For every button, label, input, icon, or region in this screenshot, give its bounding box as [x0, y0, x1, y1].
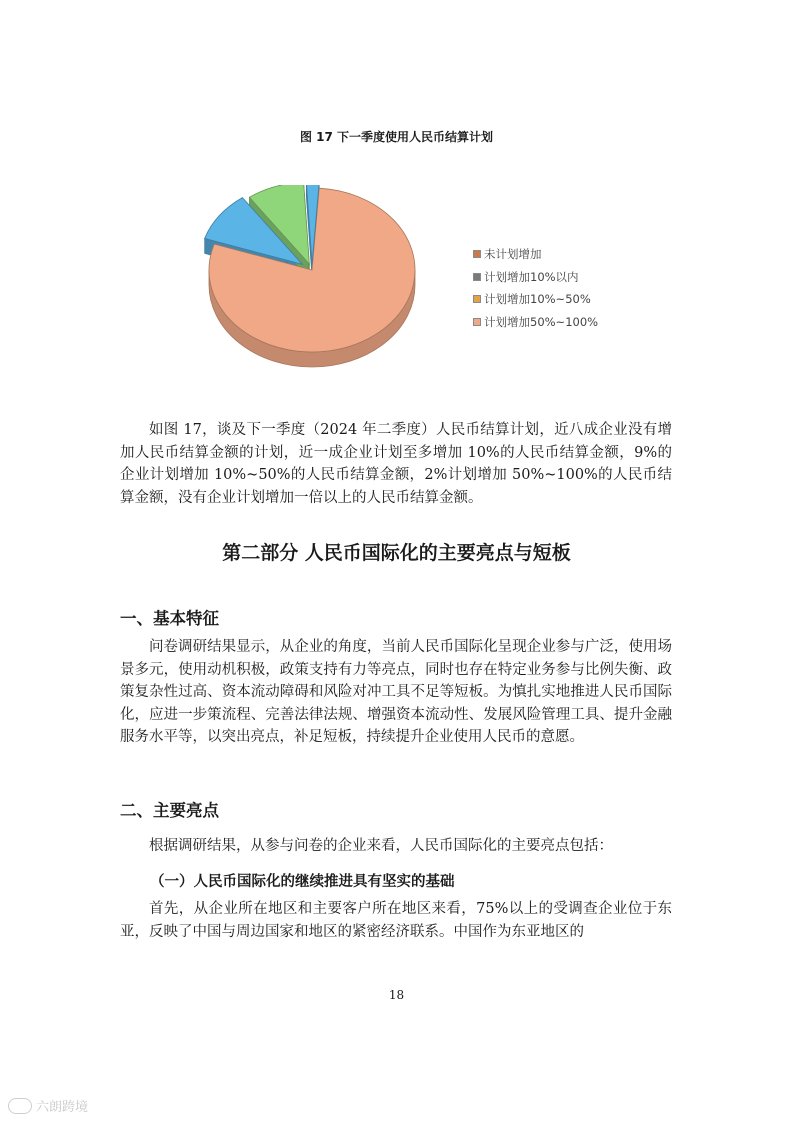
watermark-text: 六朗跨境	[36, 1100, 89, 1115]
subsection-title-foundation: （一）人民币国际化的继续推进具有坚实的基础	[150, 874, 455, 890]
legend-item-1	[473, 243, 598, 266]
watermark-logo-icon	[8, 1098, 32, 1114]
paragraph-first-point: 首先，从企业所在地区和主要客户所在地区来看，75%以上的受调查企业位于东亚，反映了中国与周边国家和地区的紧密经济联系。中国作为东亚地区的	[120, 901, 672, 940]
section-title-main-highlights: 二、主要亮点	[120, 801, 219, 820]
paragraph-highlights-intro: 根据调研结果，从参与问卷的企业来看，人民币国际化的主要亮点包括：	[149, 838, 613, 854]
part-title: 第二部分 人民币国际化的主要亮点与短板	[222, 542, 571, 564]
legend-item-3	[473, 288, 598, 311]
legend-label-2: 计划增加10%以内	[484, 269, 579, 284]
watermark	[8, 1096, 88, 1115]
legend-item-4	[473, 311, 598, 334]
pie-chart	[200, 185, 430, 375]
paragraph-figure-description: 如图 17，谈及下一季度（2024 年二季度）人民币结算计划，近八成企业没有增加人民币结算金额的计划，近一成企业计划至多增加 10%的人民币结算金额，9%的企业计划增加 10%~50%的人民币结算金额，2%计划增加 50%~100%的人民币结算金额，没有企业计划增加一倍以上的人民币结算金额。	[120, 422, 672, 506]
legend-swatch-3	[473, 295, 481, 303]
legend-item-2	[473, 266, 598, 289]
paragraph-basic-features: 问卷调研结果显示，从企业的角度，当前人民币国际化呈现企业参与广泛，使用场景多元，使用动机积极，政策支持有力等亮点，同时也存在特定业务参与比例失衡、政策复杂性过高、资本流动障碍和风险对冲工具不足等短板。为慎扎实地推进人民币国际化，应进一步策流程、完善法律法规、增强资本流动性、发展风险管理工具、提升金融服务水平等，以突出亮点，补足短板，持续提升企业使用人民币的意愿。	[120, 639, 672, 745]
chart-legend	[473, 243, 598, 333]
legend-swatch-2	[473, 273, 481, 281]
legend-swatch-4	[473, 318, 481, 326]
legend-label-1: 未计划增加	[484, 247, 542, 262]
figure-title: 图 17 下一季度使用人民币结算计划	[299, 130, 494, 144]
section-title-basic-features: 一、基本特征	[120, 609, 219, 628]
legend-label-4: 计划增加50%~100%	[484, 314, 599, 329]
page-number: 18	[388, 988, 405, 1002]
legend-swatch-1	[473, 250, 481, 258]
legend-label-3: 计划增加10%~50%	[484, 292, 591, 307]
